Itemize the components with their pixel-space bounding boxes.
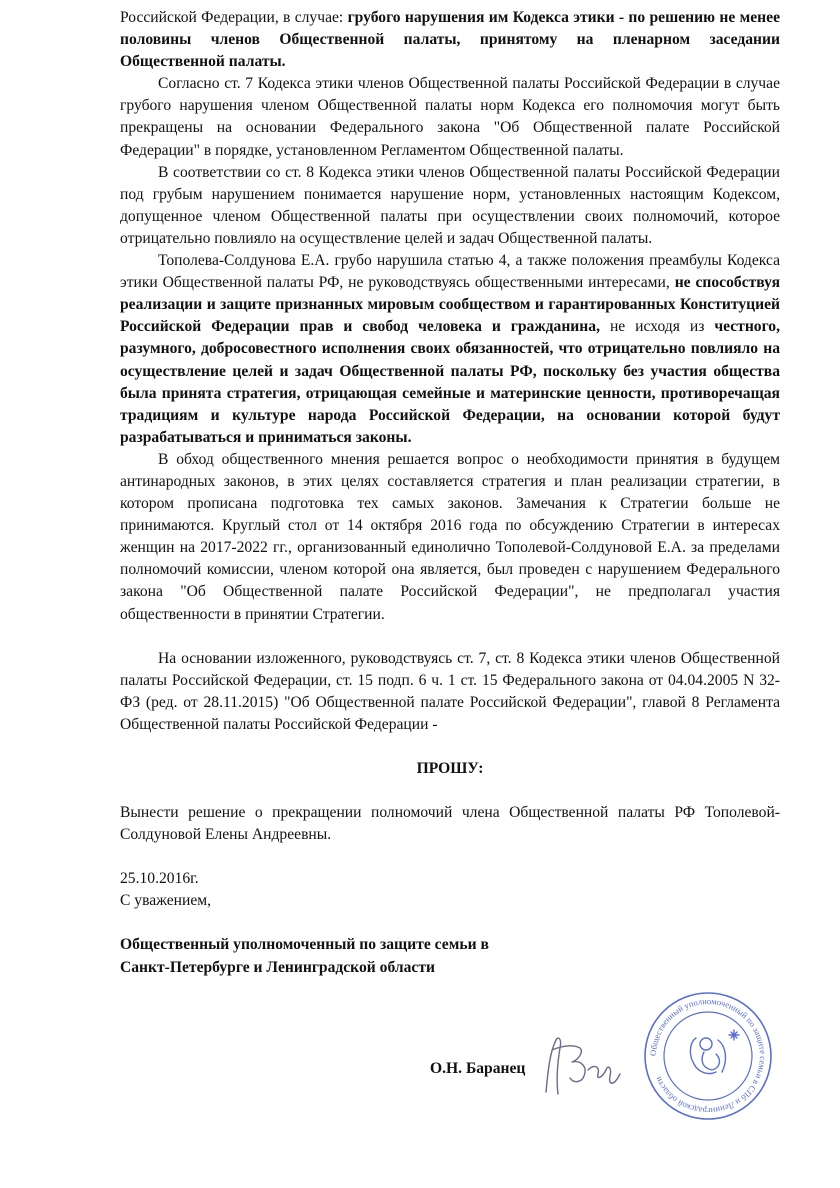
- signature: [538, 1030, 628, 1105]
- paragraph-segment: На основании изложенного, руководствуясь ст. 7, ст. 8 Кодекса этики членов Общественной палаты Российской Федерации, ст. 15 подп. 6 ч. 1 ст. 15 Федерального закона от 04.04.2005 N 32-ФЗ (ред. от 28.11.2015) "Об Общественной палате Российской Федерации", главой 8 Регламента Общественной палаты Российской Федерации -: [120, 649, 780, 733]
- organization-stamp: [642, 990, 774, 1122]
- paragraph-p3: [120, 162, 780, 250]
- paragraph-p5: [120, 449, 780, 626]
- paragraph-segment: Российской Федерации, в случае:: [120, 9, 348, 26]
- paragraph-segment: грубого нарушения им Кодекса этики - по решению не менее половины членов Общественной палаты, принятому на пленарном заседании Общественной палаты.: [120, 9, 780, 71]
- document-date: 25.10.2016г.: [120, 870, 199, 888]
- paragraph-segment: честного, разумного, добросовестного исполнения своих обязанностей, что отрицательно повлияло на осуществление целей и задач Общественной палаты РФ, поскольку без участия общества была принята стратегия, отрицающая семейные и материнские ценности, противоречащая традициям и культуре народа Российской Федерации, на основании которой будут разрабатываться и приниматься законы.: [120, 318, 780, 446]
- paragraph-p4: [120, 250, 780, 449]
- paragraph-segment: не исходя из: [599, 318, 715, 336]
- paragraph-p2: [120, 73, 780, 161]
- paragraph-segment: Тополева-Солдунова Е.А. грубо нарушила статью 4, а также положения преамбулы Кодекса этики Общественной палаты РФ, не руководствуясь общественными интересами,: [120, 252, 780, 292]
- paragraph-segment: не способствуя реализации и защите признанных мировым сообществом и гарантированных Конституцией Российской Федерации прав и свобод человека и гражданина,: [120, 274, 781, 336]
- signer-title-line2: Санкт-Петербурге и Ленинградской области: [120, 958, 435, 976]
- document-body: [120, 7, 780, 979]
- paragraph-segment: Согласно ст. 7 Кодекса этики членов Общественной палаты Российской Федерации в случае грубого нарушения членом Общественной палаты норм Кодекса его полномочия могут быть прекращены на основании Федерального закона "Об Общественной палате Российской Федерации" в порядке, установленном Регламентом Общественной палаты.: [120, 75, 780, 159]
- paragraph-segment: В соответствии со ст. 8 Кодекса этики членов Общественной палаты Российской Федерации под грубым нарушением понимается нарушение норм, установленных настоящим Кодексом, допущенное членом Общественной палаты при осуществлении своих полномочий, которое отрицательно повлияло на осуществление целей и задач Общественной палаты.: [120, 163, 780, 247]
- paragraphs-container: [120, 7, 780, 736]
- signer-name: О.Н. Баранец: [430, 1060, 526, 1077]
- paragraph-segment: В обход общественного мнения решается вопрос о необходимости принятия в будущем антинародных законов, в этих целях составляется стратегия и план реализации стратегии, в котором прописана подготовка тех самых законов. Замечания к Стратегии больше не принимаются. Круглый стол от 14 октября 2016 года по обсуждению Стратегии в интересах женщин на 2017-2022 гг., организованный единолично Тополевой-Солдуновой Е.А. за пределами полномочий комиссии, членом которой она является, был проведен с нарушением Федерального закона "Об Общественной палате Российской Федерации", не предполагал участия общественности в принятии Стратегии.: [120, 450, 780, 623]
- paragraph-p1: [120, 7, 780, 73]
- paragraph-p6: [120, 648, 780, 736]
- request-heading: ПРОШУ:: [416, 760, 484, 777]
- stamp-text: Общественный уполномоченный по защите семьи в СПб и Ленинградской области: [647, 995, 769, 1117]
- request-text: Вынести решение о прекращении полномочий члена Общественной палаты РФ Тополевой-Солдуновой Елены Андреевны.: [120, 804, 780, 844]
- closing-phrase: С уважением,: [120, 892, 212, 910]
- svg-text:Общественный уполномоченный по: [648, 996, 768, 1116]
- signer-title-line1: Общественный уполномоченный по защите семьи в: [120, 936, 489, 954]
